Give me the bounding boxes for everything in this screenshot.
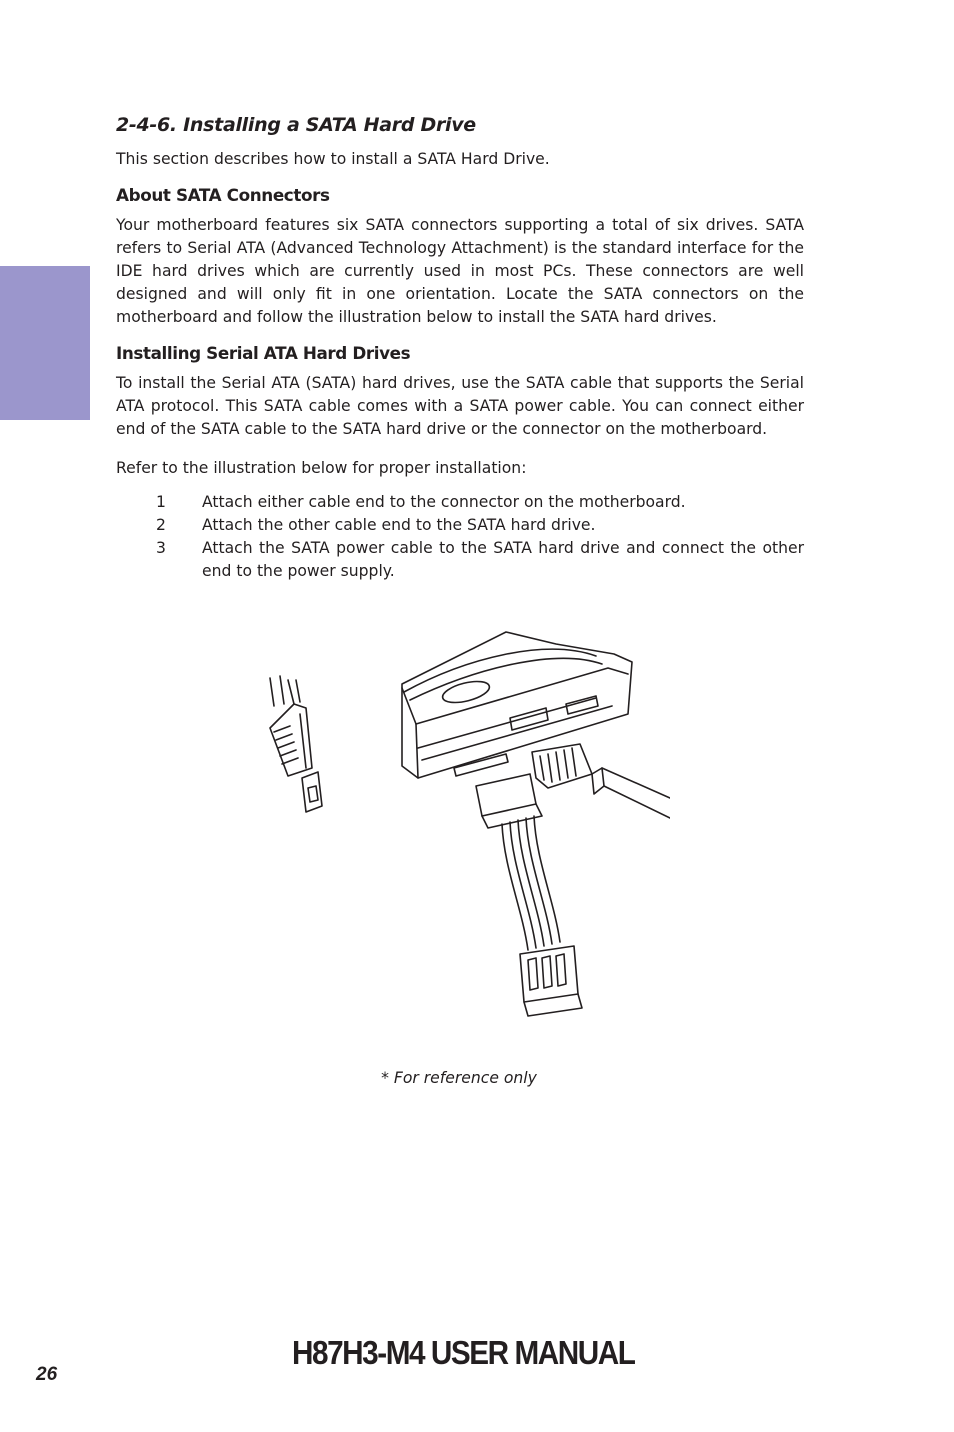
page-content: [116, 112, 804, 583]
refer-text: Refer to the illustration below for proper installation:: [116, 459, 527, 477]
step-item: [116, 514, 804, 537]
step-text: Attach either cable end to the connector on the motherboard.: [202, 493, 686, 511]
installation-steps: [116, 491, 804, 583]
about-sata-heading: About SATA Connectors: [116, 185, 330, 205]
figure-caption: * For reference only: [381, 1069, 537, 1087]
sata-installation-illustration: [266, 628, 670, 1020]
installing-body: To install the Serial ATA (SATA) hard drives, use the SATA cable that supports the Serial ATA protocol. This SATA cable comes with a SATA power cable. You can connect either end of the SATA cable to the SATA hard drive or the connector on the motherboard.: [116, 374, 804, 438]
step-text: Attach the other cable end to the SATA hard drive.: [202, 516, 596, 534]
step-text: Attach the SATA power cable to the SATA hard drive and connect the other end to the power supply.: [202, 539, 804, 580]
sata-cable-end-left: [270, 676, 322, 812]
step-number: 3: [156, 539, 166, 557]
sata-power-connector: [476, 774, 582, 1016]
section-title: 2-4-6. Installing a SATA Hard Drive: [116, 114, 476, 136]
section-intro: This section describes how to install a SATA Hard Drive.: [116, 150, 550, 168]
sata-data-plug: [532, 744, 670, 818]
step-number: 2: [156, 516, 166, 534]
chapter-side-tab: [0, 266, 90, 420]
about-sata-body: Your motherboard features six SATA connectors supporting a total of six drives. SATA refers to Serial ATA (Advanced Technology Attachment) is the standard interface for the IDE hard drives which are currently used in most PCs. These connectors are well designed and will only fit in one orientation. Locate the SATA connectors on the motherboard and follow the illustration below to install the SATA hard drives.: [116, 216, 804, 326]
step-item: [116, 491, 804, 514]
hard-drive-body: [402, 632, 632, 778]
step-item: [116, 537, 804, 583]
step-number: 1: [156, 493, 166, 511]
installing-heading: Installing Serial ATA Hard Drives: [116, 343, 411, 363]
manual-title: H87H3-M4 USER MANUAL: [292, 1334, 635, 1371]
page-number: 26: [36, 1364, 58, 1385]
